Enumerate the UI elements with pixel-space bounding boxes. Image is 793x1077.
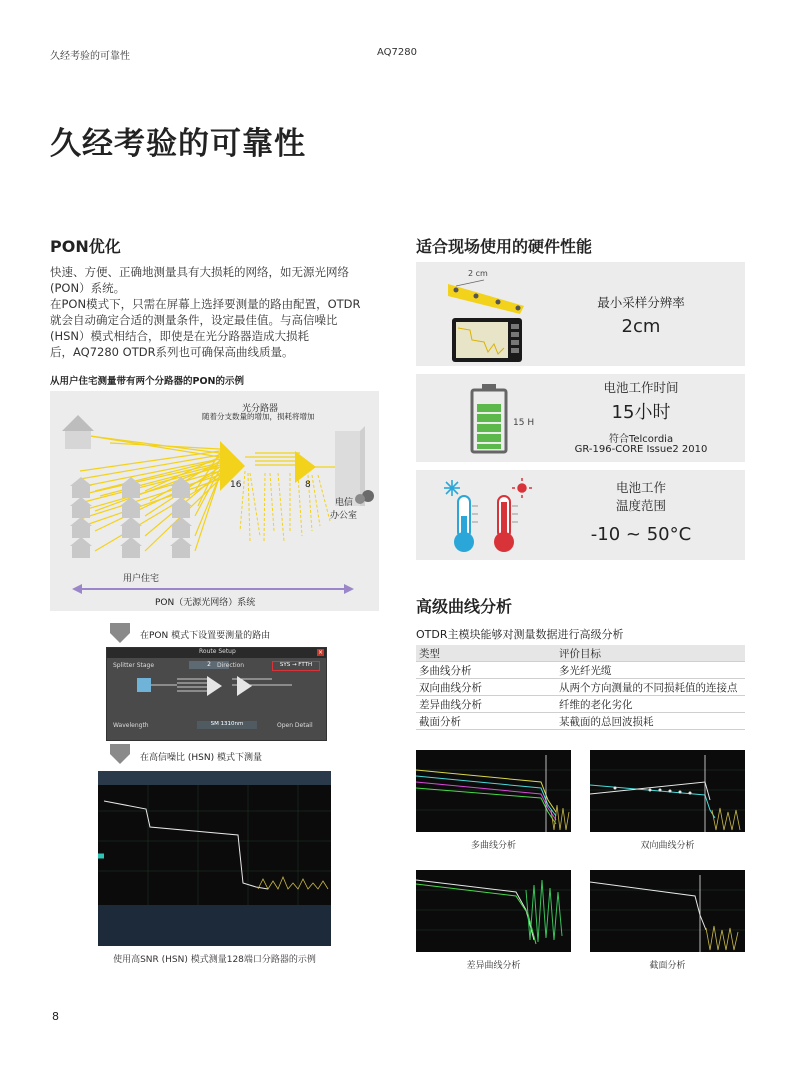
battery-value: 15小时: [611, 402, 671, 423]
pon-network-illustration: [50, 391, 379, 611]
route-direction-select[interactable]: SYS → FTTH: [272, 661, 320, 671]
table-cell: 纤维的老化劣化: [556, 696, 745, 713]
sampling-value: 2cm: [621, 316, 661, 337]
table-cell: 多曲线分析: [416, 662, 556, 679]
battery-hours: 15 H: [513, 418, 535, 428]
sampling-label: 最小采样分辨率: [597, 295, 685, 310]
battery-icon: [470, 384, 510, 454]
table-row: [416, 662, 745, 679]
pon-line: (PON）系统。: [50, 281, 126, 295]
office-label-2: 办公室: [330, 511, 358, 521]
hsn-trace-plot: [98, 771, 331, 946]
office-label: 电信: [335, 498, 354, 508]
pon-diagram-caption: 从用户住宅测量带有两个分路器的PON的示例: [50, 376, 244, 387]
table-row: [416, 696, 745, 713]
pon-paragraph: [50, 264, 385, 360]
table-cell: 多光纤光缆: [556, 662, 745, 679]
route-splitter-stage-label: Splitter Stage: [113, 662, 155, 669]
temperature-value: -10 ~ 50°C: [590, 524, 692, 545]
pon-system-label: PON（无源光网络）系统: [155, 598, 256, 608]
open-detail-button[interactable]: Open Detail: [277, 722, 313, 729]
battery-label: 电池工作时间: [603, 380, 679, 395]
hardware-heading: 适合现场使用的硬件性能: [416, 237, 593, 256]
pon-heading: PON优化: [50, 237, 121, 256]
table-cell: 截面分析: [416, 713, 556, 730]
close-icon[interactable]: ×: [317, 649, 324, 656]
bidirectional-trace-caption: 双向曲线分析: [640, 841, 695, 851]
pon-line: 后，AQ7280 OTDR系列也可确保高曲线质量。: [50, 345, 294, 359]
curve-intro: OTDR主模块能够对测量数据进行高级分析: [416, 628, 624, 641]
multi-trace-screenshot: [416, 750, 571, 832]
running-header-left: 久经考验的可靠性: [50, 51, 130, 62]
route-wavelength-select[interactable]: SM 1310nm: [197, 721, 257, 729]
step-down-arrow-icon: [110, 633, 130, 643]
step-down-arrow-icon-2: [110, 754, 130, 764]
temperature-panel: [416, 470, 745, 560]
page-title: 久经考验的可靠性: [50, 126, 306, 162]
multi-trace-caption: 多曲线分析: [470, 841, 516, 851]
route-splitter-graphic: [137, 674, 297, 714]
pon-line: (HSN）模式相结合，即使是在光分路器造成大损耗: [50, 329, 310, 343]
pon-line: 在PON模式下，只需在屏幕上选择要测量的路由配置，OTDR: [50, 297, 361, 311]
step-route-setup: 在PON 模式下设置要测量的路由: [140, 631, 271, 641]
snowflake-icon: [444, 480, 460, 496]
battery-standard-2: GR-196-CORE Issue2 2010: [574, 444, 708, 455]
homes-label: 用户住宅: [123, 574, 160, 584]
table-cell: 双向曲线分析: [416, 679, 556, 696]
table-row: [416, 713, 745, 730]
page-number: 8: [52, 1010, 59, 1023]
route-setup-screen: [106, 647, 327, 741]
table-cell: 差异曲线分析: [416, 696, 556, 713]
table-row: [416, 679, 745, 696]
route-screen-title: Route Setup: [199, 648, 236, 655]
route-direction-label: Direction: [217, 662, 245, 669]
difference-trace-caption: 差异曲线分析: [466, 961, 521, 971]
section-trace-caption: 截面分析: [649, 961, 686, 971]
bidirectional-trace-screenshot: [590, 750, 745, 832]
splitter-8-shape: [295, 451, 316, 483]
temperature-label-2: 温度范围: [615, 498, 666, 513]
table-header-type: 类型: [416, 645, 556, 662]
step-hsn-measure: 在高信噪比 (HSN) 模式下测量: [140, 753, 262, 763]
table-cell: 某截面的总回波损耗: [556, 713, 745, 730]
splitter-label: 光分路器: [242, 404, 279, 414]
table-header-target: 评价目标: [556, 645, 745, 662]
hsn-screen-caption: 使用高SNR (HSN) 模式测量128端口分路器的示例: [113, 955, 316, 965]
section-trace-screenshot: [590, 870, 745, 952]
pon-line: 就会自动确定合适的测量条件，设定最佳值。与高信噪比: [50, 313, 338, 327]
split-count-16: 16: [230, 480, 242, 490]
svg-text:2 cm: 2 cm: [468, 269, 488, 278]
table-cell: 从两个方向测量的不同损耗值的连接点: [556, 679, 745, 696]
pon-diagram: [50, 391, 379, 611]
sampling-panel: [416, 262, 745, 366]
route-wavelength-label: Wavelength: [113, 722, 149, 729]
split-count-8: 8: [305, 480, 311, 490]
curve-heading: 高级曲线分析: [416, 597, 513, 616]
thermometer-icons: [440, 476, 550, 556]
table-header-row: [416, 645, 745, 662]
temperature-label: 电池工作: [615, 480, 666, 495]
route-stage-select[interactable]: 2: [189, 661, 229, 669]
step-arrow-shaft: [110, 623, 130, 633]
pon-line: 快速、方便、正确地测量具有大损耗的网络，如无源光网络: [50, 265, 349, 279]
running-header-model: AQ7280: [377, 47, 417, 58]
sampling-device-icon: [448, 268, 528, 364]
difference-trace-screenshot: [416, 870, 571, 952]
curve-analysis-table: [416, 645, 745, 730]
hsn-trace-screen: [98, 771, 331, 946]
battery-standard: 符合Telcordia: [608, 434, 674, 445]
step-arrow-shaft-2: [110, 744, 130, 754]
sun-icon: [512, 478, 532, 498]
splitter-note: 随着分支数量的增加，损耗将增加: [202, 412, 315, 421]
battery-panel: [416, 374, 745, 462]
